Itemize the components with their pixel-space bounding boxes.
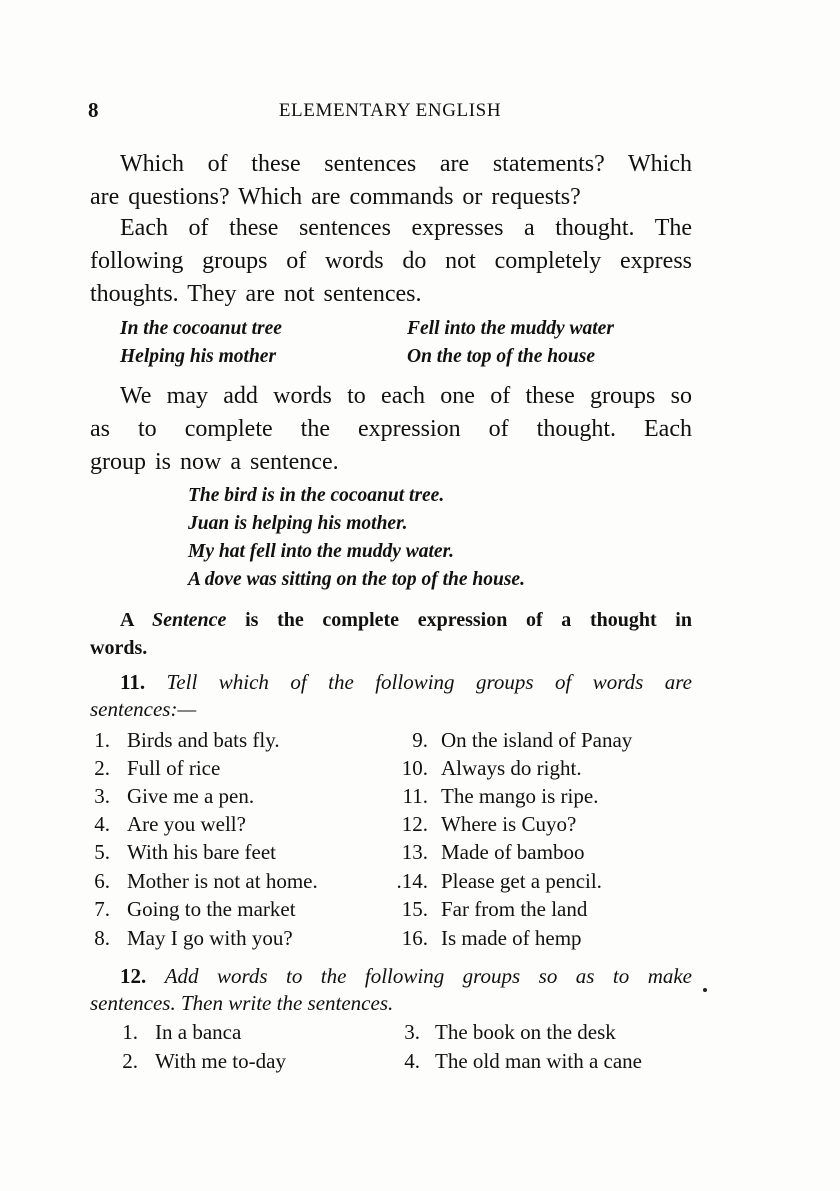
item-number: 7. xyxy=(94,897,110,921)
exercise-number: 12. xyxy=(120,964,147,988)
paragraph-2 xyxy=(90,212,692,311)
paragraph-1 xyxy=(90,148,692,214)
item-number: 2. xyxy=(122,1049,138,1073)
example-sentence: The bird is in the cocoanut tree. xyxy=(188,485,445,506)
phrase-example: Helping his mother xyxy=(120,346,277,367)
item-number: 4. xyxy=(94,812,110,836)
paragraph-3 xyxy=(90,380,692,479)
item-text: Birds and bats fly. xyxy=(127,728,280,752)
item-number: 6. xyxy=(94,869,110,893)
paragraph-line: group is now a sentence. xyxy=(90,449,339,475)
item-text: On the island of Panay xyxy=(441,728,633,752)
example-sentence: Juan is helping his mother. xyxy=(188,513,408,534)
item-text: Where is Cuyo? xyxy=(441,812,577,836)
item-number: 1. xyxy=(122,1020,138,1044)
item-text: Give me a pen. xyxy=(127,784,255,808)
item-text: Mother is not at home. xyxy=(127,869,318,893)
item-number: 15. xyxy=(401,897,428,921)
item-text: The mango is ripe. xyxy=(441,784,599,808)
definition-line: words. xyxy=(90,637,148,659)
item-number: 16. xyxy=(401,926,428,950)
paragraph-line: Each of these sentences expresses a thought. The xyxy=(120,215,692,241)
exercise-text: Tell which of the following groups of words are xyxy=(166,670,692,694)
paragraph-line: We may add words to each one of these groups so xyxy=(120,383,692,409)
print-speck xyxy=(703,988,707,992)
paragraph-line: following groups of words do not completely express xyxy=(90,248,692,274)
item-number: 1. xyxy=(94,728,110,752)
item-number: .14. xyxy=(396,869,428,893)
item-number: 13. xyxy=(401,840,428,864)
example-sentence: My hat fell into the muddy water. xyxy=(188,541,454,562)
item-number: 11. xyxy=(402,784,428,808)
example-sentence: A dove was sitting on the top of the house. xyxy=(188,569,525,590)
item-number: 10. xyxy=(401,756,428,780)
item-text: Are you well? xyxy=(127,812,246,836)
item-number: 9. xyxy=(412,728,428,752)
page-header xyxy=(88,98,692,128)
exercise-12-heading xyxy=(90,963,692,1017)
item-text: Please get a pencil. xyxy=(441,869,602,893)
definition-line: A Sentence is the complete expression of a thought in xyxy=(120,609,692,631)
item-text: Always do right. xyxy=(441,756,582,780)
item-number: 3. xyxy=(94,784,110,808)
exercise-instruction xyxy=(90,963,692,990)
item-text: Full of rice xyxy=(127,756,221,780)
item-text: Made of bamboo xyxy=(441,840,585,864)
page-number: 8 xyxy=(88,98,99,122)
exercise-instruction xyxy=(90,669,692,696)
definition-term: Sentence xyxy=(152,609,227,631)
item-number: 5. xyxy=(94,840,110,864)
definition-text: is the complete expression of a thought in xyxy=(245,609,692,631)
exercise-instruction-continued: sentences. Then write the sentences. xyxy=(90,991,394,1015)
phrase-example: Fell into the muddy water xyxy=(407,318,614,339)
item-number: 2. xyxy=(94,756,110,780)
exercise-number: 11. xyxy=(120,670,146,694)
item-text: Is made of hemp xyxy=(441,926,582,950)
item-text: Going to the market xyxy=(127,897,296,921)
item-text: With his bare feet xyxy=(127,840,277,864)
paragraph-line: thoughts. They are not sentences. xyxy=(90,281,422,307)
item-number: 12. xyxy=(401,812,428,836)
exercise-11-heading xyxy=(90,669,692,723)
item-number: 3. xyxy=(404,1020,420,1044)
item-text: The old man with a cane xyxy=(435,1049,643,1073)
item-number: 4. xyxy=(404,1049,420,1073)
paragraph-line: as to complete the expression of thought. Each xyxy=(90,416,692,442)
paragraph-line: Which of these sentences are statements? Which xyxy=(120,151,692,177)
paragraph-line: are questions? Which are commands or requests? xyxy=(90,184,581,210)
running-title: ELEMENTARY ENGLISH xyxy=(278,100,502,121)
exercise-text: Add words to the following groups so as to make xyxy=(164,964,692,988)
sentence-definition xyxy=(90,606,692,662)
exercise-instruction-continued: sentences:— xyxy=(90,697,197,721)
item-text: Far from the land xyxy=(441,897,588,921)
phrase-example: On the top of the house xyxy=(407,346,595,367)
item-text: May I go with you? xyxy=(127,926,293,950)
phrase-example: In the cocoanut tree xyxy=(120,318,282,339)
item-text: With me to-day xyxy=(155,1049,286,1073)
item-text: The book on the desk xyxy=(435,1020,616,1044)
item-text: In a banca xyxy=(155,1020,242,1044)
item-number: 8. xyxy=(94,926,110,950)
